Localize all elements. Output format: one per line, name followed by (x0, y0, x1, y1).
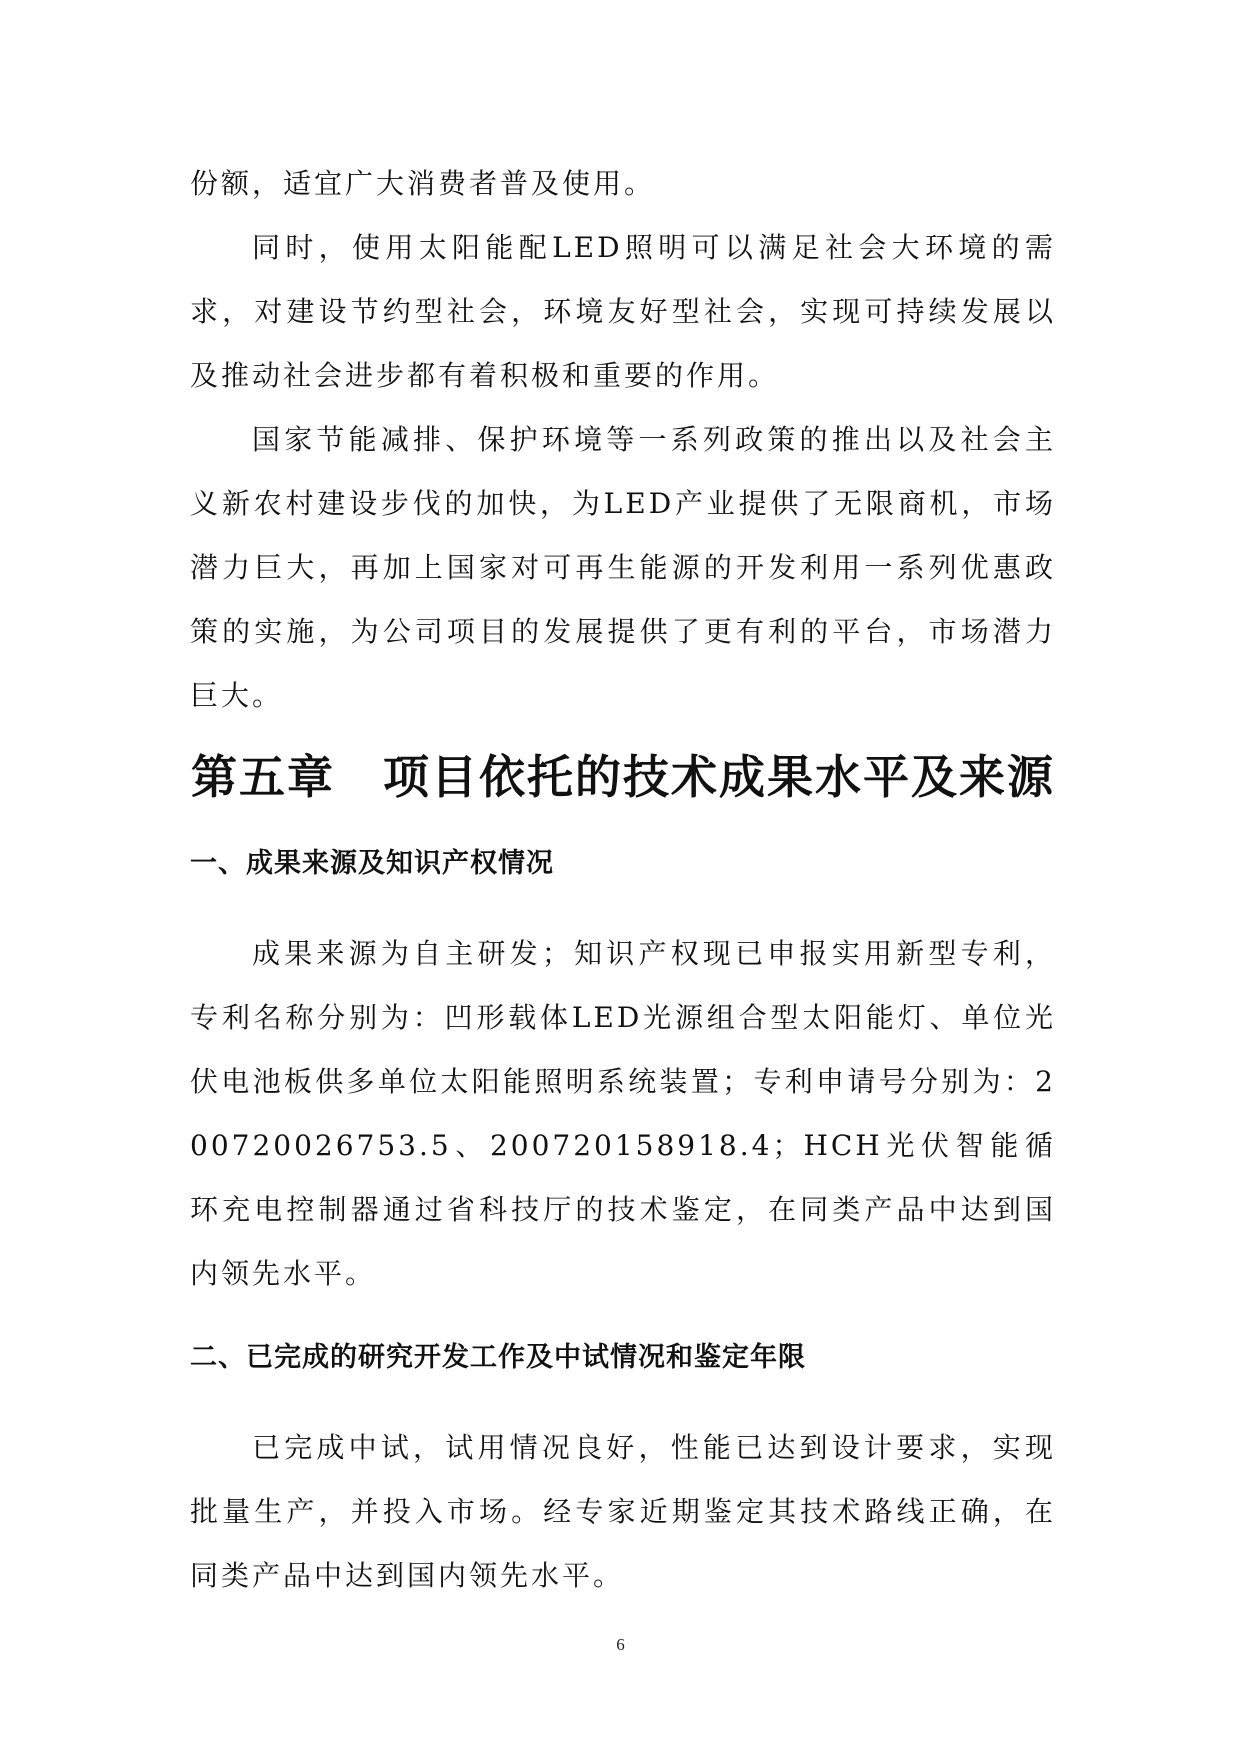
paragraph-led-demand: 同时，使用太阳能配LED照明可以满足社会大环境的需求，对建设节约型社会，环境友好型社会，实现可持续发展以及推动社会进步都有着积极和重要的作用。 (190, 231, 1056, 392)
paragraph-continuation: 份额，适宜广大消费者普及使用。 (190, 167, 656, 200)
page-number: 6 (616, 1635, 625, 1654)
spacer (190, 816, 1056, 832)
paragraph-policy-market: 国家节能减排、保护环境等一系列政策的推出以及社会主义新农村建设步伐的加快，为LED产业提供了无限商机，市场潜力巨大，再加上国家对可再生能源的开发利用一系列优惠政策的实施，为公司项目的发展提供了更有利的平台，市场潜力巨大。 (190, 423, 1056, 712)
paragraph-ip-details: 成果来源为自主研发；知识产权现已申报实用新型专利，专利名称分别为：凹形载体LED光源组合型太阳能灯、单位光伏电池板供多单位太阳能照明系统装置；专利申请号分别为：200720026753.5、200720158918.4；HCH光伏智能循环充电控制器通过省科技厅的技术鉴定，在同类产品中达到国内领先水平。 (190, 937, 1056, 1290)
section-heading-ip: 一、成果来源及知识产权情况 (190, 848, 554, 879)
spacer (190, 1306, 1056, 1326)
spacer (190, 1390, 1056, 1416)
paragraph-rd-details: 已完成中试，试用情况良好，性能已达到设计要求，实现批量生产，并投入市场。经专家近期鉴定其技术路线正确，在同类产品中达到国内领先水平。 (190, 1431, 1056, 1592)
page-content (190, 152, 1056, 1608)
section-heading-rd: 二、已完成的研究开发工作及中试情况和鉴定年限 (190, 1342, 806, 1373)
spacer (190, 896, 1056, 922)
chapter-title: 第五章 项目依托的技术成果水平及来源 (191, 750, 1055, 804)
